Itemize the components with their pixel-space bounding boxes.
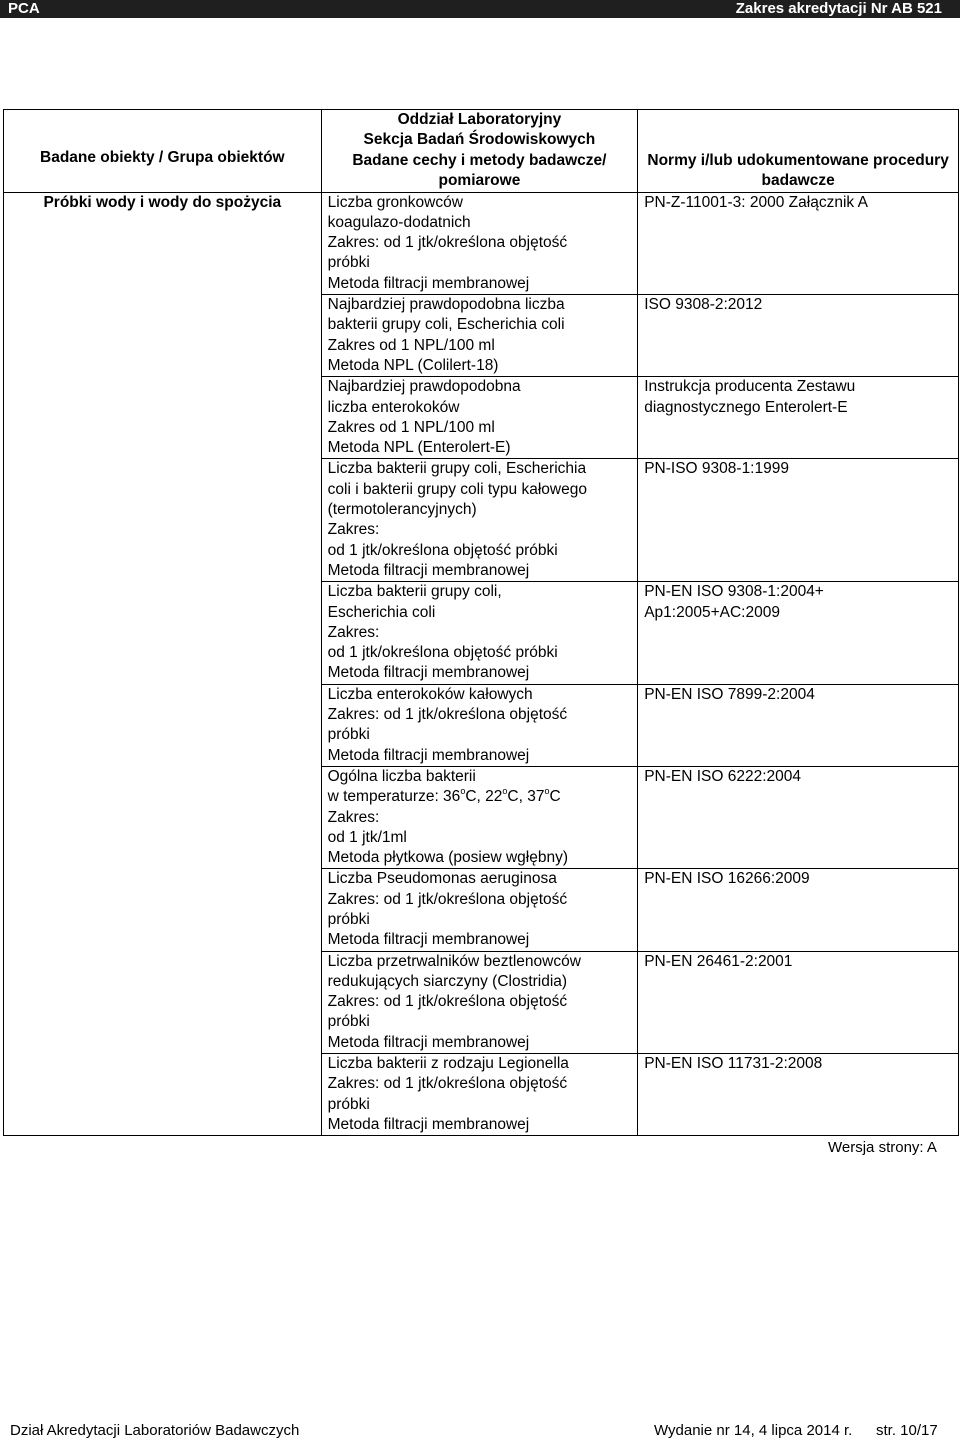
norm-cell: PN-EN ISO 11731-2:2008 [638,1054,959,1136]
table-row [4,192,959,294]
feature-cell: Najbardziej prawdopodobna liczba enterokoków Zakres od 1 NPL/100 ml Metoda NPL (Enterolert-E) [321,377,638,459]
feature-cell: Liczba bakterii grupy coli, Escherichia coli i bakterii grupy coli typu kałowego (termotolerancyjnych) Zakres: od 1 jtk/określona objętość próbki Metoda filtracji membranowej [321,459,638,582]
feature-cell: Najbardziej prawdopodobna liczba bakterii grupy coli, Escherichia coli Zakres od 1 NPL/100 ml Metoda NPL (Colilert-18) [321,295,638,377]
footer-edition: Wydanie nr 14, 4 lipca 2014 r. [654,1422,853,1439]
norm-cell: PN-EN ISO 16266:2009 [638,869,959,951]
feature-cell: Liczba przetrwalników beztlenowców redukujących siarczyny (Clostridia) Zakres: od 1 jtk/określona objętość próbki Metoda filtracji membranowej [321,951,638,1053]
col-objects-header: Badane obiekty / Grupa obiektów [4,110,322,193]
feature-cell [321,766,638,868]
lab-title: Oddział Laboratoryjny Sekcja Badań Środowiskowych [363,111,596,149]
norm-cell: PN-Z-11001-3: 2000 Załącznik A [638,192,959,294]
norm-cell: PN-ISO 9308-1:1999 [638,459,959,582]
norm-cell: PN-EN 26461-2:2001 [638,951,959,1053]
feature-cell: Liczba gronkowców koagulazo-dodatnich Zakres: od 1 jtk/określona objętość próbki Metoda filtracji membranowej [321,192,638,294]
table-header-row [4,110,959,193]
feature-cell: Liczba bakterii grupy coli, Escherichia coli Zakres: od 1 jtk/określona objętość próbki Metoda filtracji membranowej [321,582,638,684]
feature-cell: Liczba bakterii z rodzaju Legionella Zakres: od 1 jtk/określona objętość próbki Metoda filtracji membranowej [321,1054,638,1136]
col-features-header [321,110,638,193]
degree-mark: o [502,786,508,797]
degree-mark: o [460,786,466,797]
temperature-line: w temperaturze: 36$^o$C, 22$^o$C, 37$^o$C [327,786,561,806]
accreditation-table [3,109,959,1136]
norm-cell: PN-EN ISO 7899-2:2004 [638,684,959,766]
norm-cell: ISO 9308-2:2012 [638,295,959,377]
norm-cell: PN-EN ISO 9308-1:2004+ Ap1:2005+AC:2009 [638,582,959,684]
object-group-cell: Próbki wody i wody do spożycia [4,192,322,1136]
col-norms-header: Normy i/lub udokumentowane procedury badawcze [638,110,959,193]
header-right-label: Zakres akredytacji Nr AB 521 [735,0,942,17]
page-version-label: Wersja strony: A [828,1139,937,1156]
feature-line: Ogólna liczba bakterii [327,767,476,785]
feature-details: Zakres: od 1 jtk/1ml Metoda płytkowa (posiew wgłębny) [327,808,568,867]
feature-cell: Liczba enterokoków kałowych Zakres: od 1 jtk/określona objętość próbki Metoda filtracji membranowej [321,684,638,766]
features-header-text: Badane cechy i metody badawcze/ pomiarowe [352,151,607,189]
footer-page-number: str. 10/17 [876,1422,938,1439]
norm-cell: Instrukcja producenta Zestawu diagnostycznego Enterolert-E [638,377,959,459]
footer-department: Dział Akredytacji Laboratoriów Badawczych [10,1422,300,1439]
top-header-bar [0,0,960,18]
feature-cell: Liczba Pseudomonas aeruginosa Zakres: od 1 jtk/określona objętość próbki Metoda filtracji membranowej [321,869,638,951]
header-left-label: PCA [8,0,40,17]
degree-mark: o [544,786,550,797]
norm-cell: PN-EN ISO 6222:2004 [638,766,959,868]
